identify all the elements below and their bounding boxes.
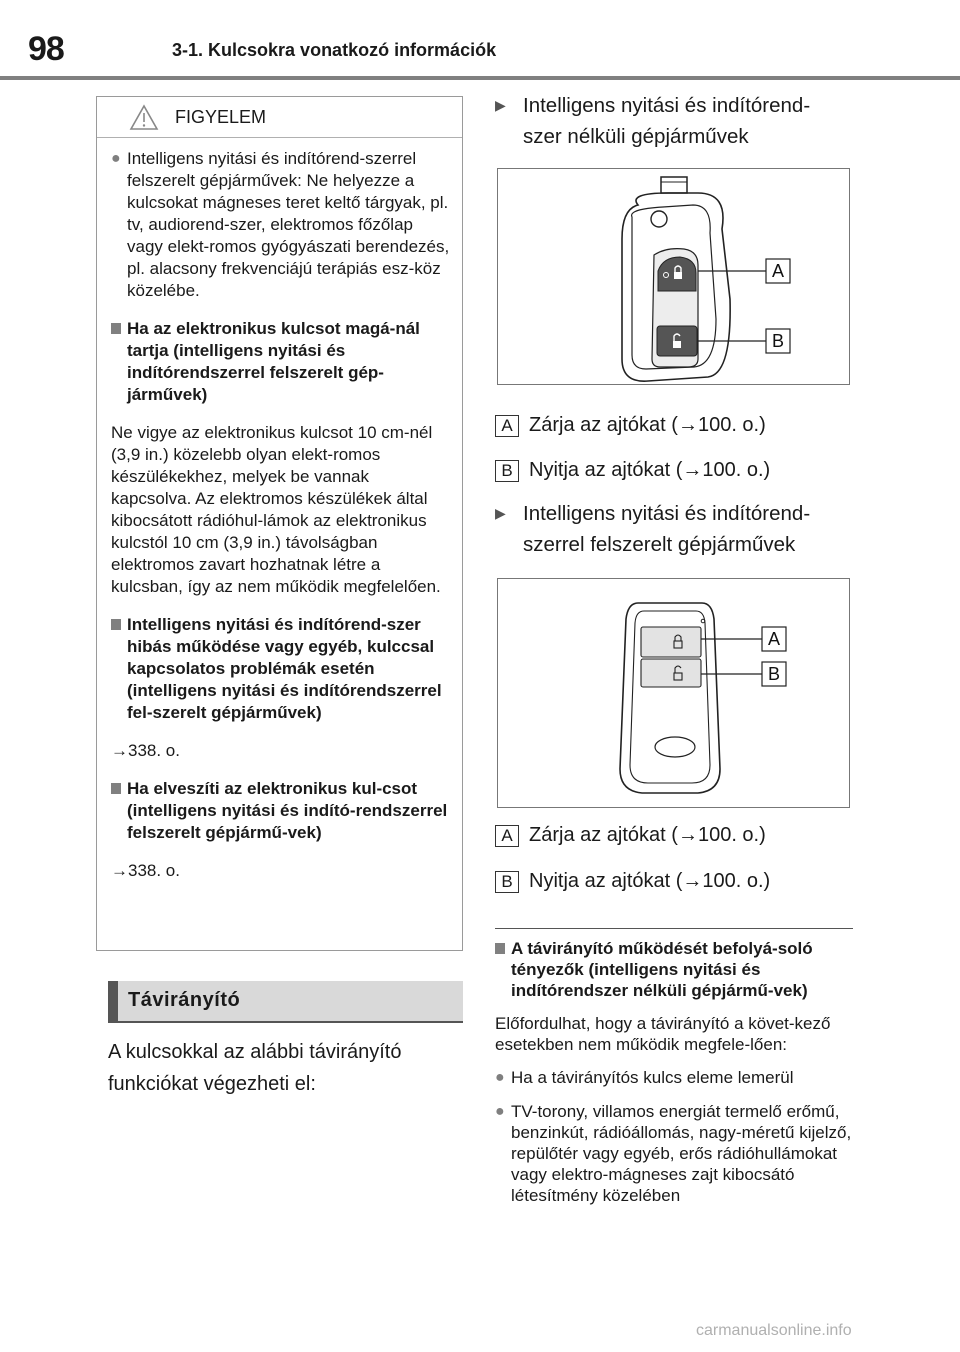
- section-title: Távirányító: [128, 989, 241, 1011]
- legend-label-a: A: [495, 415, 519, 437]
- warning-subheading-text: Ha elveszíti az elektronikus kul-csot (intelligens nyitási és indító-rendszerrel felszerelt gépjármű-vek): [127, 779, 448, 842]
- square-bullet-icon: [111, 778, 127, 844]
- variant-heading-text: Intelligens nyitási és indítórend-szerrel felszerelt gépjárművek: [523, 502, 811, 556]
- notes-item: [495, 1101, 860, 1206]
- callout-b: B: [767, 664, 781, 684]
- legend-label-b: B: [495, 460, 519, 482]
- legend-item-b: [495, 459, 770, 482]
- section-accent: [108, 981, 118, 1023]
- warning-reference[interactable]: →338. o.: [111, 861, 180, 880]
- notes-item-text: Ha a távirányítós kulcs eleme lemerül: [511, 1068, 794, 1087]
- header-rule: [0, 76, 960, 80]
- legend-text-b: Nyitja az ajtókat (→100. o.): [529, 459, 771, 481]
- square-bullet-icon: [495, 938, 511, 1001]
- warning-reference[interactable]: →338. o.: [111, 741, 180, 760]
- warning-subheading-text: Intelligens nyitási és indítórend-szer hibás működése vagy egyéb, kulccsal kapcsolatos problémák esetén (intelligens nyitási és indítórendszerrel fel-szerelt gépjárművek): [127, 615, 442, 722]
- page-number: 98: [28, 30, 64, 68]
- warning-header: [97, 97, 462, 138]
- legend-item-a: [495, 824, 766, 847]
- warning-paragraph: Ne vigye az elektronikus kulcsot 10 cm-nél (3,9 in.) közelebb olyan elekt-romos készülékekhez, melyek be vannak kapcsolva. Az elektromos készülékek által kibocsátott rádióhul-lámok az elektronikus kulcstól 10 cm (3,9 in.) távolságban elektromos zavart hozhatnak létre a kulcsban, így az nem működik megfelelően.: [111, 423, 441, 596]
- notes-section: [495, 938, 860, 1218]
- legend-text-a: Zárja az ajtókat (→100. o.): [529, 824, 766, 846]
- key-figure-1: [497, 168, 850, 385]
- legend-text-b: Nyitja az ajtókat (→100. o.): [529, 870, 771, 892]
- notes-item: [495, 1067, 860, 1089]
- callout-a: A: [767, 629, 781, 649]
- callout-a: A: [771, 261, 785, 281]
- bullet-dot-icon: ●: [495, 1069, 505, 1086]
- legend-text-a: Zárja az ajtókat (→100. o.): [529, 414, 766, 436]
- warning-box: [96, 96, 463, 951]
- legend-item-b: [495, 870, 770, 893]
- flip-key-illustration: [498, 169, 849, 384]
- section-title-bar: [108, 981, 463, 1023]
- notes-divider: [495, 928, 853, 929]
- warning-bullet: [111, 148, 450, 302]
- bullet-dot-icon: ●: [111, 150, 121, 167]
- triangle-bullet-icon: ▶: [495, 97, 506, 113]
- notes-heading-text: A távirányító működését befolyá-soló tényezők (intelligens nyitási és indítórendszer nélküli gépjármű-vek): [511, 939, 813, 1000]
- legend-label-a: A: [495, 825, 519, 847]
- square-bullet-icon: [111, 614, 127, 724]
- triangle-bullet-icon: ▶: [495, 505, 506, 521]
- variant-heading: [495, 90, 840, 152]
- legend-item-a: [495, 414, 766, 437]
- square-bullet-icon: [111, 318, 127, 406]
- key-figure-2: [497, 578, 850, 808]
- section-header: 3-1. Kulcsokra vonatkozó információk: [172, 40, 497, 60]
- section-intro: A kulcsokkal az alábbi távirányító funkciókat végezheti el:: [108, 1041, 402, 1095]
- bullet-dot-icon: ●: [495, 1103, 505, 1120]
- warning-subheading: [111, 778, 450, 844]
- notes-item-text: TV-torony, villamos energiát termelő erőmű, benzinkút, rádióállomás, nagy-méretű kijelző, repülőtér vagy egyéb, erős rádióhullámokat vagy elektro-mágneses zajt kibocsátó létesítmény közelében: [511, 1102, 852, 1205]
- watermark: carmanualsonline.info: [696, 1322, 852, 1339]
- warning-title: FIGYELEM: [175, 107, 267, 127]
- notes-intro: Előfordulhat, hogy a távirányító a követ-kező esetekben nem működik megfele-lően:: [495, 1014, 831, 1054]
- variant-heading: [495, 498, 840, 560]
- warning-bullet-text: Intelligens nyitási és indítórend-szerrel felszerelt gépjárművek: Ne helyezze a kulcsokat mágneses teret keltő tárgyak, pl. tv, audiorend-szer, elektromos főzőlap vagy elekt-romos gyógyászati berendezés, pl. alacsony frekvenciájú terápiás esz-köz közelébe.: [127, 149, 450, 300]
- smart-key-illustration: [498, 579, 849, 807]
- warning-subheading-text: Ha az elektronikus kulcsot magá-nál tartja (intelligens nyitási és indítórendszerrel felszerelt gép-járművek): [127, 319, 420, 404]
- notes-heading: [495, 938, 860, 1001]
- warning-subheading: [111, 614, 450, 724]
- legend-label-b: B: [495, 871, 519, 893]
- variant-heading-text: Intelligens nyitási és indítórend-szer nélküli gépjárművek: [523, 94, 811, 148]
- callout-b: B: [771, 331, 785, 351]
- warning-subheading: [111, 318, 450, 406]
- warning-triangle-icon: [129, 104, 159, 131]
